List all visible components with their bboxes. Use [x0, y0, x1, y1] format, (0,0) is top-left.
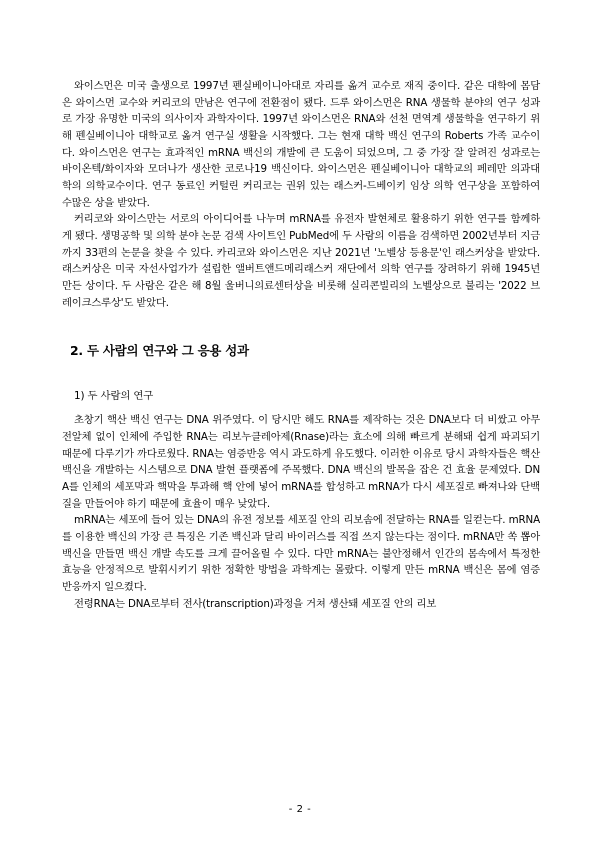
page-number: - 2 -: [288, 804, 312, 815]
paragraph-3: 초창기 핵산 백신 연구는 DNA 위주였다. 이 당시만 해도 RNA를 제작하는 것은 DNA보다 더 비쌌고 아무 전알체 없이 인체에 주입한 RNA는 리보누클레아제(Rnase)라는 효소에 의해 빠르게 분해돼 쉽게 파괴되기 때문에 다루기가 까다로웠다. RNA는 염증반응 역시 과도하게 유도했다. 이러한 이유로 당시 과학자들은 핵산 백신을 개발하는 시스템으로 DNA 발현 플랫폼에 주목했다. DNA 백신의 발목을 잡은 건 효율 문제였다. DNA를 인체의 세포막과 핵막을 투과해 핵 안에 넣어 mRNA를 합성하고 mRNA가 다시 세포질로 빠져나와 단백질을 만들어야 하기 때문에 효율이 매우 낮았다.: [62, 414, 540, 510]
paragraph-2: 커리코와 와이스만는 서로의 아이디어를 나누며 mRNA를 유전자 발현체로 활용하기 위한 연구를 함께하게 됐다. 생명공학 및 의학 분야 논문 검색 사이트인 PubMed에 두 사람의 이름을 검색하면 2002년부터 지금까지 33편의 논문을 찾을 수 있다. 카리코와 와이스먼은 지난 2021년 '노벨상 등용문'인 래스커상을 받았다. 래스커상은 미국 자선사업가가 설립한 앨버트앤드메리래스커 재단에서 의학 연구를 장려하기 위해 1945년 만든 상이다. 두 사람은 같은 해 8월 울버니의료센터상을 비롯해 실리콘빌리의 노벨상으로 불리는 '2022 브레이크스루상'도 받았다.: [62, 213, 540, 309]
subsection-heading: 1) 두 사람의 연구: [74, 389, 154, 402]
section-heading: 2. 두 사람의 연구와 그 응용 성과: [70, 343, 249, 359]
document-body: [62, 78, 540, 612]
paragraph-5: 전령RNA는 DNA로부터 전사(transcription)과정을 거쳐 생산돼 세포질 안의 리보: [74, 597, 437, 610]
paragraph-4: mRNA는 세포에 들어 있는 DNA의 유전 정보를 세포질 안의 리보솜에 전달하는 RNA를 일컫는다. mRNA를 이용한 백신의 가장 큰 특징은 기존 백신과 달리 바이러스를 직접 쓰지 않는다는 점이다. mRNA만 쏙 뽑아 백신을 만들면 백신 개발 속도를 크게 끌어올릴 수 있다. 다만 mRNA는 불안정해서 인간의 몸속에서 특정한 효능을 안정적으로 발휘시키기 위한 정확한 방법을 과학계는 몰랐다. 이렇게 만든 mRNA 백신은 몸에 염증 반응까지 일으켰다.: [62, 514, 540, 594]
paragraph-1: 와이스먼은 미국 출생으로 1997년 펜실베이니아대로 자리를 옮겨 교수로 재직 중이다. 같은 대학에 몸담은 와이스먼 교수와 커리코의 만남은 연구에 전환점이 됐다. 드루 와이스먼은 RNA 생물학 분야의 연구 성과로 가장 유명한 미국의 의사이자 과학자이다. 1997년 와이스먼은 RNA와 선천 면역계 생물학을 연구하기 위해 펜실베이니아 대학교로 옮겨 연구실 생활을 시작했다. 그는 현재 대학 백신 연구의 Roberts 가족 교수이다. 와이스먼은 연구는 효과적인 mRNA 백신의 개발에 큰 도움이 되었으며, 그 중 가장 잘 알려진 성과로는 바이온텍/화이자와 모더나가 생산한 코로나19 백신이다. 와이스먼은 펜실베이니아 대학교의 페레만 의과대학의 의학교수이다. 연구 동료인 커털린 커리코는 권위 있는 래스커-드베이키 임상 의학 연구상을 포함하여 수많은 상을 받았다.: [62, 80, 540, 209]
